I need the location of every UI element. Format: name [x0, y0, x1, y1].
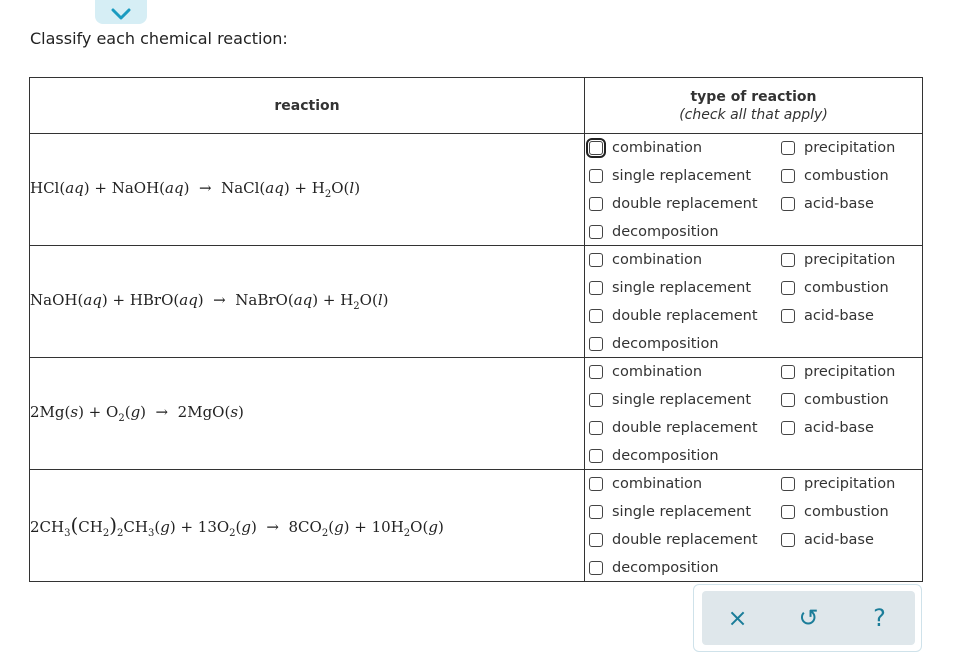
checkbox[interactable]	[781, 393, 795, 407]
option-acid-base[interactable]: acid-base	[781, 420, 874, 436]
checkbox[interactable]	[781, 281, 795, 295]
checkbox[interactable]	[781, 365, 795, 379]
reaction-table	[29, 77, 923, 582]
checkbox[interactable]	[589, 393, 603, 407]
checkbox[interactable]	[589, 225, 603, 239]
option-combustion[interactable]: combustion	[781, 504, 889, 520]
checkbox[interactable]	[589, 505, 603, 519]
option-acid-base[interactable]: acid-base	[781, 532, 874, 548]
table-row	[30, 358, 923, 470]
option-single-replacement[interactable]: single replacement	[589, 392, 751, 408]
close-icon: ×	[727, 604, 748, 632]
checkbox[interactable]	[781, 309, 795, 323]
checkbox[interactable]	[589, 253, 603, 267]
table-header-row	[30, 78, 923, 134]
reaction-equation-1: HCl(aq) + NaOH(aq) → NaCl(aq) + $H_2O(l)$	[30, 134, 585, 246]
checkbox[interactable]	[589, 533, 603, 547]
option-precipitation[interactable]: precipitation	[781, 476, 895, 492]
option-double-replacement[interactable]: double replacement	[589, 420, 758, 436]
question-prompt: Classify each chemical reaction:	[30, 29, 288, 48]
option-combination[interactable]: combination	[589, 476, 702, 492]
option-acid-base[interactable]: acid-base	[781, 308, 874, 324]
option-decomposition[interactable]: decomposition	[589, 224, 719, 240]
option-decomposition[interactable]: decomposition	[589, 448, 719, 464]
checkbox[interactable]	[589, 477, 603, 491]
checkbox[interactable]	[589, 309, 603, 323]
option-combination[interactable]: combination	[589, 364, 702, 380]
table-row	[30, 246, 923, 358]
reaction-equation-4: $2CH_3(CH_2)_2CH_3(g) + 13O_2(g) \to 8CO_2(g) + 10H_2O(g)$	[30, 470, 585, 582]
help-button[interactable]	[860, 598, 900, 638]
reaction-options-4	[585, 470, 923, 582]
collapse-tab[interactable]	[95, 0, 147, 24]
checkbox[interactable]	[589, 281, 603, 295]
checkbox[interactable]	[781, 197, 795, 211]
checkbox[interactable]	[589, 449, 603, 463]
reaction-options-2	[585, 246, 923, 358]
option-double-replacement[interactable]: double replacement	[589, 196, 758, 212]
reaction-equation-3: $2Mg(s) + O_2(g) \to 2MgO(s)$	[30, 358, 585, 470]
option-double-replacement[interactable]: double replacement	[589, 532, 758, 548]
checkbox[interactable]	[589, 421, 603, 435]
option-decomposition[interactable]: decomposition	[589, 560, 719, 576]
option-decomposition[interactable]: decomposition	[589, 336, 719, 352]
option-precipitation[interactable]: precipitation	[781, 252, 895, 268]
header-type	[585, 78, 923, 134]
option-combustion[interactable]: combustion	[781, 168, 889, 184]
checkbox[interactable]	[589, 141, 603, 155]
checkbox[interactable]	[589, 197, 603, 211]
header-type-note: (check all that apply)	[679, 106, 828, 123]
checkbox[interactable]	[589, 169, 603, 183]
undo-icon: ↺	[798, 604, 819, 632]
checkbox[interactable]	[781, 421, 795, 435]
header-type-title: type of reaction	[690, 88, 817, 105]
checkbox[interactable]	[781, 253, 795, 267]
undo-button[interactable]	[789, 598, 829, 638]
option-double-replacement[interactable]: double replacement	[589, 308, 758, 324]
option-single-replacement[interactable]: single replacement	[589, 280, 751, 296]
option-combustion[interactable]: combustion	[781, 280, 889, 296]
reaction-options-3	[585, 358, 923, 470]
checkbox[interactable]	[589, 365, 603, 379]
table-row	[30, 134, 923, 246]
answer-toolbar	[693, 584, 922, 652]
checkbox[interactable]	[781, 505, 795, 519]
checkbox[interactable]	[589, 561, 603, 575]
table-row	[30, 470, 923, 582]
checkbox[interactable]	[781, 533, 795, 547]
help-icon: ?	[873, 604, 886, 632]
checkbox[interactable]	[781, 169, 795, 183]
checkbox[interactable]	[781, 477, 795, 491]
reaction-equation-2: NaOH(aq) + HBrO(aq) → NaBrO(aq) + $H_2O(l)$	[30, 246, 585, 358]
option-acid-base[interactable]: acid-base	[781, 196, 874, 212]
option-precipitation[interactable]: precipitation	[781, 140, 895, 156]
option-single-replacement[interactable]: single replacement	[589, 168, 751, 184]
clear-button[interactable]	[718, 598, 758, 638]
option-combustion[interactable]: combustion	[781, 392, 889, 408]
option-single-replacement[interactable]: single replacement	[589, 504, 751, 520]
header-reaction: reaction	[30, 78, 585, 134]
toolbar-buttons	[702, 591, 915, 645]
checkbox[interactable]	[589, 337, 603, 351]
checkbox[interactable]	[781, 141, 795, 155]
option-combination[interactable]: combination	[589, 140, 702, 156]
reaction-options-1	[585, 134, 923, 246]
option-combination[interactable]: combination	[589, 252, 702, 268]
chevron-down-icon	[111, 8, 131, 20]
option-precipitation[interactable]: precipitation	[781, 364, 895, 380]
